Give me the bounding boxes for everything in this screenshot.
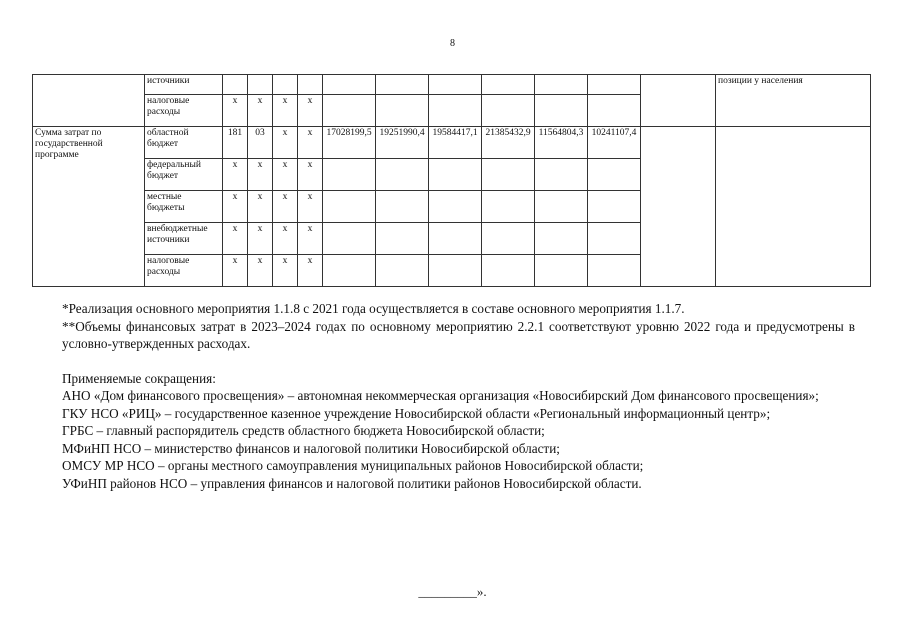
code-cell: 181	[223, 127, 248, 159]
source-cell: областной бюджет	[145, 127, 223, 159]
value-cell: 17028199,5	[323, 127, 376, 159]
financing-table	[32, 74, 871, 287]
program-total-label: Сумма затрат по государственной программе	[33, 127, 145, 287]
value-cell: 11564804,3	[535, 127, 588, 159]
note-cell: позиции у населения	[716, 75, 871, 127]
table-row: федеральный бюджет x x x x	[33, 159, 871, 191]
abbreviation-item: УФиНП районов НСО – управления финансов и налоговой политики районов Новосибирской области.	[62, 475, 642, 491]
source-cell: источники	[145, 75, 223, 95]
source-cell: налоговые расходы	[145, 95, 223, 127]
table-row	[33, 75, 871, 95]
footnote: *Реализация основного мероприятия 1.1.8 с 2021 года осуществляется в составе основного мероприятия 1.1.7.	[62, 301, 685, 316]
table-row: налоговые расходы x x x x	[33, 255, 871, 287]
source-cell: местные бюджеты	[145, 191, 223, 223]
table-row: местные бюджеты x x x x	[33, 191, 871, 223]
abbreviations-title: Применяемые сокращения:	[62, 370, 216, 386]
notes-section	[62, 300, 855, 492]
abbreviation-item: МФиНП НСО – министерство финансов и налоговой политики Новосибирской области;	[62, 440, 560, 456]
value-cell: 19584417,1	[429, 127, 482, 159]
abbreviation-item: ГРБС – главный распорядитель средств областного бюджета Новосибирской области;	[62, 423, 545, 438]
code-cell: 03	[248, 127, 273, 159]
value-cell: 10241107,4	[588, 127, 641, 159]
closing-mark: _________».	[418, 584, 487, 599]
source-cell: федеральный бюджет	[145, 159, 223, 191]
empty-label-cell	[33, 75, 145, 127]
table-row: Сумма затрат по государственной программе областной бюджет 181 03 x x 17028199,5 19251990,4 19584417,1 21385432,9 11564804,3 10241107,4	[33, 127, 871, 159]
value-cell: 21385432,9	[482, 127, 535, 159]
table-row: налоговые расходы x x x x	[33, 95, 871, 127]
page-number: 8	[450, 38, 455, 49]
value-cell: 19251990,4	[376, 127, 429, 159]
source-cell: налоговые расходы	[145, 255, 223, 287]
source-cell: внебюджетные источники	[145, 223, 223, 255]
table-row: внебюджетные источники x x x x	[33, 223, 871, 255]
abbreviation-item: ГКУ НСО «РИЦ» – государственное казенное учреждение Новосибирской области «Региональный информационный центр»;	[62, 405, 771, 421]
abbreviation-item: ОМСУ МР НСО – органы местного самоуправления муниципальных районов Новосибирской области;	[62, 458, 644, 473]
abbreviation-item: АНО «Дом финансового просвещения» – автономная некоммерческая организация «Новосибирский Дом финансового просвещения»;	[62, 388, 819, 403]
footnote: **Объемы финансовых затрат в 2023–2024 годах по основному мероприятию 2.2.1 соответствуют уровню 2022 года и предусмотрены в условно-утвержденных расходах.	[62, 318, 855, 351]
